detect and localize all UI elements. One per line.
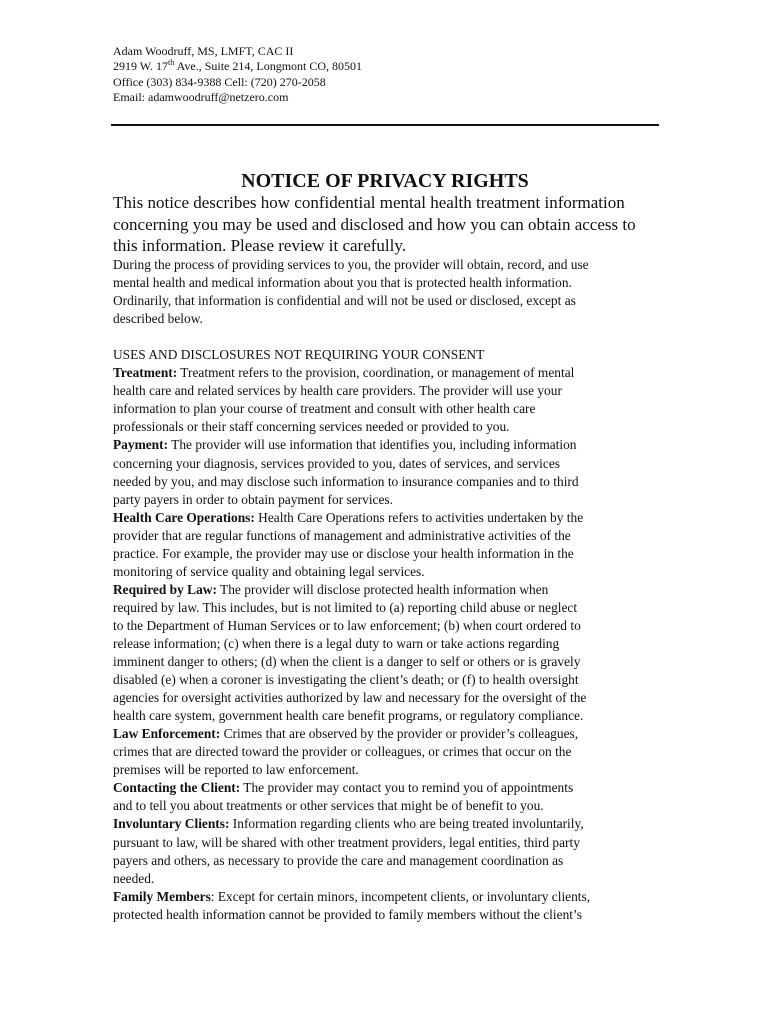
body-line <box>113 310 661 328</box>
body-line <box>113 527 661 545</box>
body-text: described below. <box>113 311 203 327</box>
header-divider <box>111 124 659 126</box>
body-line <box>113 473 661 491</box>
section-heading: Treatment: <box>113 365 178 381</box>
body-text: practice. For example, the provider may use or disclose your health information in the <box>113 545 574 561</box>
body-text: concerning your diagnosis, services provided to you, dates of services, and services <box>113 455 560 471</box>
body-text: premises will be reported to law enforcement. <box>113 762 359 778</box>
body-line <box>113 779 661 797</box>
intro-line: this information. Please review it carefully. <box>113 236 407 255</box>
body-line <box>113 906 661 924</box>
intro-statement <box>113 192 661 257</box>
body-text: release information; (c) when there is a legal duty to warn or take actions regarding <box>113 635 560 651</box>
body-line <box>113 743 661 761</box>
body-text: Treatment refers to the provision, coordination, or management of mental <box>177 365 575 381</box>
section-heading: Required by Law: <box>113 581 217 597</box>
intro-line: concerning you may be used and disclosed and how you can obtain access to <box>113 214 636 234</box>
body-text: USES AND DISCLOSURES NOT REQUIRING YOUR CONSENT <box>113 347 485 363</box>
body-line <box>113 653 661 671</box>
body-text: : Except for certain minors, incompetent clients, or involuntary clients, <box>210 888 591 904</box>
body-text: The provider will disclose protected health information when <box>216 581 549 597</box>
provider-phones: Office (303) 834-9388 Cell: (720) 270-2058 <box>113 74 326 89</box>
section-heading: Contacting the Client: <box>113 780 241 796</box>
body-text: provider that are regular functions of management and administrative activities of the <box>113 527 571 543</box>
letterhead <box>113 44 653 105</box>
body-line <box>113 834 661 852</box>
address-prefix: 2919 W. 17 <box>113 59 169 74</box>
address-ordinal: th <box>168 58 175 68</box>
body-text: mental health and medical information about you that is protected health information. <box>113 275 572 291</box>
body-text: information to plan your course of treatment and consult with other health care <box>113 401 536 417</box>
body-line <box>113 346 661 364</box>
section-heading: Family Members <box>113 888 211 904</box>
body-line <box>113 852 661 870</box>
body-line <box>113 707 661 725</box>
section-heading: Involuntary Clients: <box>113 816 230 832</box>
section-heading: Payment: <box>113 437 169 453</box>
body-line <box>113 274 661 292</box>
body-line <box>113 870 661 888</box>
body-text: pursuant to law, will be shared with other treatment providers, legal entities, third party <box>113 834 580 850</box>
body-text: crimes that are directed toward the provider or colleagues, or crimes that occur on the <box>113 744 572 760</box>
body-text: Information regarding clients who are being treated involuntarily, <box>229 816 584 832</box>
body-text: The provider may contact you to remind you of appointments <box>240 780 574 796</box>
body-line <box>113 815 661 833</box>
body-text: agencies for oversight activities authorized by law and necessary for the oversight of the <box>113 690 587 706</box>
body-text: required by law. This includes, but is not limited to (a) reporting child abuse or neglect <box>113 599 578 615</box>
body-text: imminent danger to others; (d) when the client is a danger to self or others or is gravely <box>113 654 581 670</box>
body-text: Ordinarily, that information is confidential and will not be used or disclosed, except as <box>113 293 576 309</box>
address-suffix: Ave., Suite 214, Longmont CO, 80501 <box>174 59 363 74</box>
body-text: payers and others, as necessary to provide the care and management coordination as <box>113 852 564 868</box>
body-text: During the process of providing services to you, the provider will obtain, record, and use <box>113 257 589 272</box>
intro-line: This notice describes how confidential mental health treatment information <box>113 193 625 212</box>
body-line <box>113 292 661 310</box>
body-line <box>113 400 661 418</box>
body-line <box>113 256 661 274</box>
body-line <box>113 581 661 599</box>
body-text: Crimes that are observed by the provider or provider’s colleagues, <box>220 726 579 742</box>
body-line <box>113 725 661 743</box>
body-line <box>113 436 661 454</box>
body-text: party payers in order to obtain payment for services. <box>113 491 393 507</box>
body-line <box>113 382 661 400</box>
body-text: disabled (e) when a coroner is investigating the client’s death; or (f) to health oversight <box>113 672 579 688</box>
blank-line <box>113 328 661 346</box>
body-line <box>113 563 661 581</box>
section-heading: Law Enforcement: <box>113 726 221 742</box>
body-text: needed. <box>113 870 155 886</box>
body-line <box>113 671 661 689</box>
body-line <box>113 888 661 906</box>
body-line <box>113 689 661 707</box>
body-text: Health Care Operations refers to activities undertaken by the <box>254 509 584 525</box>
body-line <box>113 635 661 653</box>
body-line <box>113 599 661 617</box>
body-line <box>113 797 661 815</box>
body-line <box>113 545 661 563</box>
body-text: health care and related services by health care providers. The provider will use your <box>113 383 562 399</box>
body-text: to the Department of Human Services or to law enforcement; (b) when court ordered to <box>113 617 581 633</box>
body-line <box>113 617 661 635</box>
body-text: and to tell you about treatments or other services that might be of benefit to you. <box>113 798 544 814</box>
body-line <box>113 491 661 509</box>
body-text: health care system, government health care benefit programs, or regulatory compliance. <box>113 708 584 724</box>
body-line <box>113 761 661 779</box>
body-line <box>113 509 661 527</box>
body-text: monitoring of service quality and obtaining legal services. <box>113 563 425 579</box>
notice-body <box>113 256 661 924</box>
body-line <box>113 418 661 436</box>
body-text: protected health information cannot be provided to family members without the client’s <box>113 906 582 922</box>
body-line <box>113 455 661 473</box>
provider-name: Adam Woodruff, MS, LMFT, CAC II <box>113 44 294 58</box>
document-title: NOTICE OF PRIVACY RIGHTS <box>241 170 529 192</box>
body-line <box>113 364 661 382</box>
body-text: needed by you, and may disclose such information to insurance companies and to third <box>113 473 579 489</box>
provider-address <box>113 59 653 74</box>
provider-email: Email: adamwoodruff@netzero.com <box>113 89 289 104</box>
body-text: The provider will use information that identifies you, including information <box>168 437 577 453</box>
body-text: professionals or their staff concerning services needed or provided to you. <box>113 419 510 435</box>
section-heading: Health Care Operations: <box>113 509 255 525</box>
